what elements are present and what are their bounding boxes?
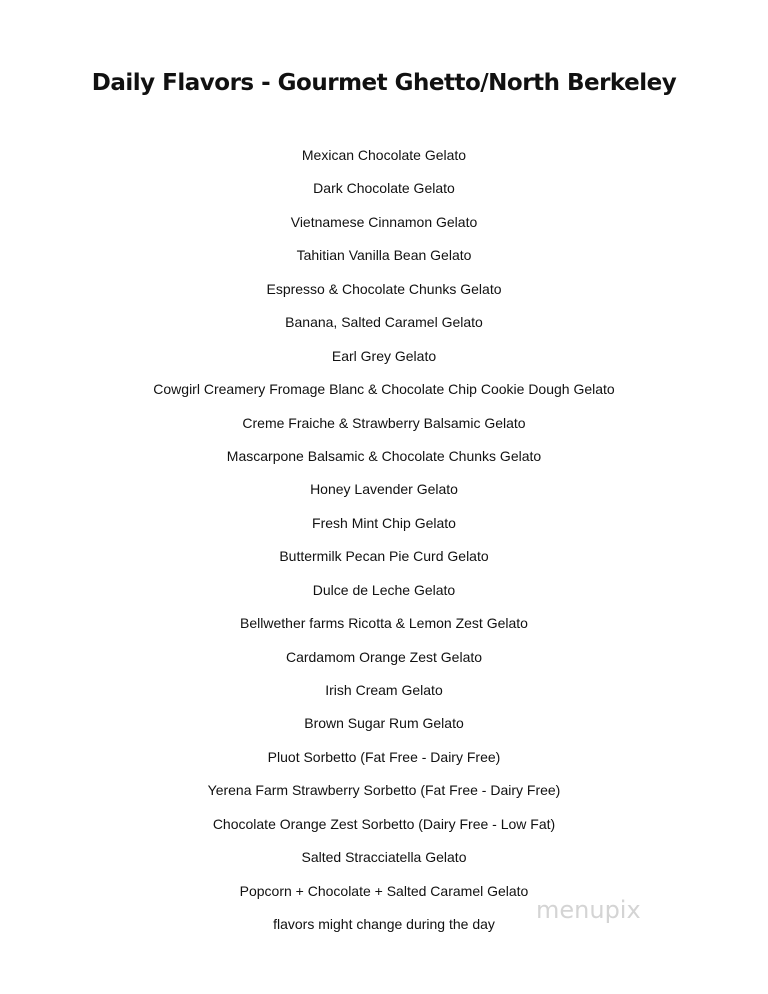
flavor-item: Vietnamese Cinnamon Gelato [290, 213, 478, 230]
flavor-item: Popcorn + Chocolate + Salted Caramel Gelato [239, 882, 529, 899]
flavor-item: Bellwether farms Ricotta & Lemon Zest Gelato [240, 615, 528, 632]
flavor-item: Dark Chocolate Gelato [313, 180, 455, 197]
flavor-item: Tahitian Vanilla Bean Gelato [296, 247, 472, 264]
flavor-item: Banana, Salted Caramel Gelato [285, 314, 483, 331]
availability-note: flavors might change during the day [273, 916, 495, 932]
flavor-item: Espresso & Chocolate Chunks Gelato [266, 280, 502, 297]
flavor-item: Cowgirl Creamery Fromage Blanc & Chocolate Chip Cookie Dough Gelato [153, 381, 615, 398]
flavor-item: Buttermilk Pecan Pie Curd Gelato [279, 548, 489, 565]
flavor-item: Yerena Farm Strawberry Sorbetto (Fat Free - Dairy Free) [207, 782, 561, 799]
flavor-item: Irish Cream Gelato [325, 682, 443, 698]
flavor-item: Creme Fraiche & Strawberry Balsamic Gelato [242, 414, 526, 431]
flavor-item: Honey Lavender Gelato [310, 481, 458, 498]
flavor-item: Salted Stracciatella Gelato [301, 849, 467, 866]
flavor-item: Chocolate Orange Zest Sorbetto (Dairy Free - Low Fat) [212, 815, 556, 832]
flavor-item: Brown Sugar Rum Gelato [304, 715, 464, 732]
watermark-logo: menupix [536, 896, 641, 924]
flavor-list [0, 146, 768, 915]
flavor-item: Dulce de Leche Gelato [312, 581, 456, 598]
flavor-item: Cardamom Orange Zest Gelato [285, 648, 483, 665]
page-title: Daily Flavors - Gourmet Ghetto/North Berkeley [91, 70, 677, 96]
flavor-item: Fresh Mint Chip Gelato [312, 514, 456, 531]
flavor-item: Earl Grey Gelato [331, 347, 437, 364]
flavor-item: Mascarpone Balsamic & Chocolate Chunks Gelato [226, 447, 542, 464]
flavor-item: Mexican Chocolate Gelato [301, 147, 467, 163]
flavor-item: Pluot Sorbetto (Fat Free - Dairy Free) [267, 748, 501, 765]
